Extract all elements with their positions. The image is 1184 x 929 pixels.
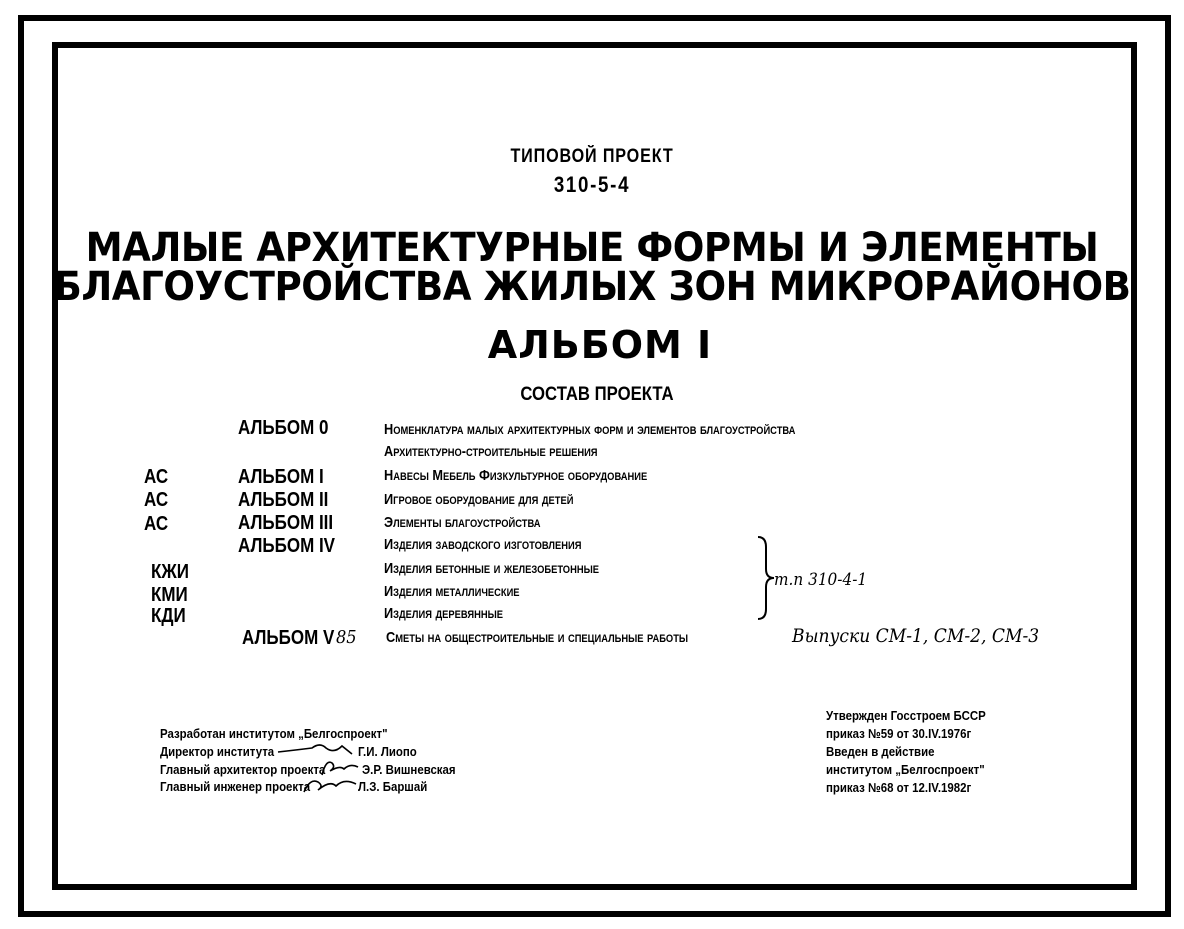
approval-line-4: институтом „Белгоспроект": [826, 762, 985, 777]
approval-line-2: приказ №59 от 30.IV.1976г: [826, 726, 972, 741]
album-0-label: АЛЬБОМ 0: [238, 417, 329, 439]
brace-note: т.п 310-4-1: [774, 570, 868, 590]
album-1-code: АС: [144, 466, 169, 488]
arch-construct-desc: Архитектурно-строительные решения: [384, 443, 598, 460]
album-title: АЛЬБОМ I: [487, 323, 713, 367]
album-2-desc: Игровое оборудование для детей: [384, 491, 574, 508]
chief-engineer-name: Л.З. Баршай: [358, 779, 428, 794]
kmi-desc: Изделия металлические: [384, 583, 520, 600]
album-5-desc: Сметы на общестроительные и специальные работы: [386, 629, 689, 646]
album-1-desc: Навесы Мебель Физкультурное оборудование: [384, 467, 648, 484]
developed-by: Разработан институтом „Белгоспроект": [160, 726, 388, 741]
approval-line-3: Введен в действие: [826, 744, 935, 759]
composition-title: СОСТАВ ПРОЕКТА: [520, 384, 674, 405]
album-3-desc: Элементы благоустройства: [384, 514, 541, 531]
kzhi-desc: Изделия бетонные и железобетонные: [384, 560, 599, 577]
chief-architect-name: Э.Р. Вишневская: [362, 762, 456, 777]
title-line-1: МАЛЫЕ АРХИТЕКТУРНЫЕ ФОРМЫ И ЭЛЕМЕНТЫ: [85, 225, 1099, 271]
album-2-label: АЛЬБОМ II: [238, 489, 329, 511]
kdi-code: КДИ: [151, 605, 186, 627]
issues-note: Выпуски СМ-1, СМ-2, СМ-3: [792, 625, 1040, 647]
engineer-signature-icon: [300, 772, 360, 798]
chief-architect-role: Главный архитектор проекта: [160, 762, 326, 777]
title-line-2: БЛАГОУСТРОЙСТВА ЖИЛЫХ ЗОН МИКРОРАЙОНОВ: [53, 264, 1131, 310]
album-4-desc: Изделия заводского изготовления: [384, 536, 582, 553]
album-4-label: АЛЬБОМ IV: [238, 535, 336, 557]
album-2-code: АС: [144, 489, 169, 511]
album-1-label: АЛЬБОМ I: [238, 466, 324, 488]
album-3-label: АЛЬБОМ III: [238, 512, 334, 534]
chief-engineer-role: Главный инженер проекта: [160, 779, 311, 794]
project-type: ТИПОВОЙ ПРОЕКТ: [510, 146, 674, 167]
album-5-suffix: 85: [336, 627, 357, 648]
approval-line-5: приказ №68 от 12.IV.1982г: [826, 780, 972, 795]
album-3-code: АС: [144, 513, 169, 535]
kmi-code: КМИ: [151, 584, 188, 606]
director-name: Г.И. Лиопо: [358, 744, 417, 759]
kzhi-code: КЖИ: [151, 561, 189, 583]
kdi-desc: Изделия деревянные: [384, 605, 503, 622]
approval-line-1: Утвержден Госстроем БССР: [826, 708, 986, 723]
director-role: Директор института: [160, 744, 275, 759]
album-5-label: АЛЬБОМ V: [242, 627, 335, 649]
project-number: 310-5-4: [553, 172, 631, 197]
album-0-desc: Номенклатура малых архитектурных форм и элементов благоустройства: [384, 421, 796, 438]
